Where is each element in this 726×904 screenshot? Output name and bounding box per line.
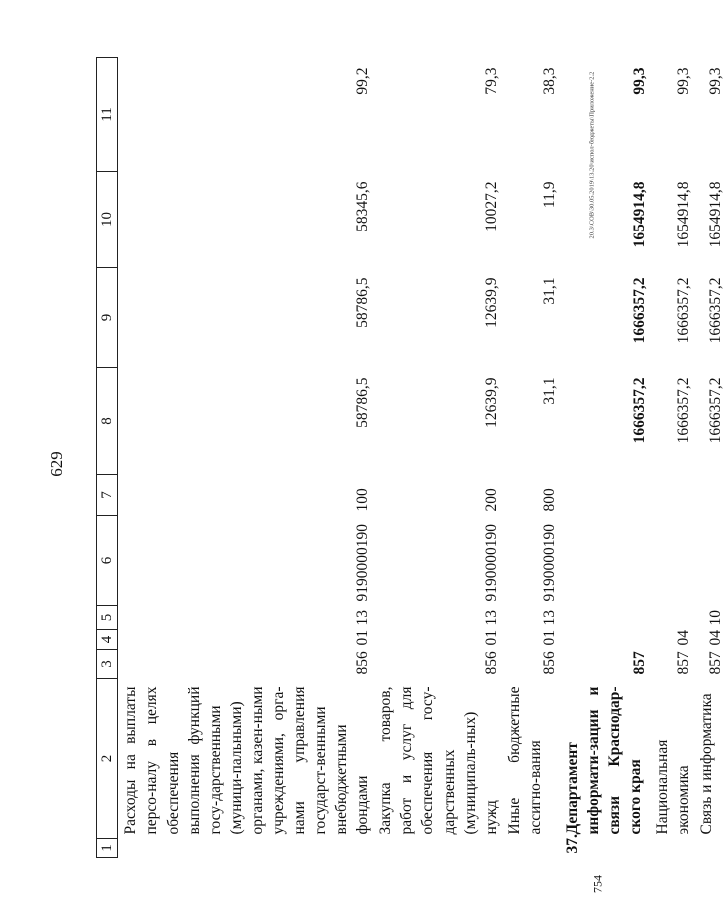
planned-amount: 1666357,2 [630, 277, 648, 344]
planned-amount: 1666357,2 [674, 277, 692, 344]
execution-percent: 38,3 [540, 67, 558, 95]
header-col-2: 2 [97, 679, 118, 839]
header-col-1: 1 [97, 839, 118, 858]
approved-amount: 1666357,2 [674, 377, 692, 444]
executed-amount: 1654914,8 [706, 181, 724, 248]
target-article-code: 9190000190 [482, 524, 500, 602]
expense-type-code [694, 475, 726, 516]
table-row [560, 58, 650, 858]
subsection-code: 13 [540, 610, 558, 626]
row-description: Связь и информатика [697, 693, 715, 835]
approved-amount: 12639,9 [482, 377, 500, 428]
section-code: 01 [482, 630, 500, 646]
budget-table [96, 57, 726, 858]
ministry-code: 856 [540, 651, 558, 675]
table-row [373, 58, 501, 858]
expense-type-code: 100 [354, 488, 372, 512]
execution-percent: 99,2 [354, 67, 372, 95]
row-index [694, 839, 726, 858]
header-col-7: 7 [97, 475, 118, 516]
execution-percent: 79,3 [482, 67, 500, 95]
target-article-code: 9190000190 [354, 524, 372, 602]
subsection-code: 13 [354, 610, 372, 626]
executed-amount: 1654914,8 [630, 181, 648, 248]
row-index: 37. [563, 834, 581, 854]
page-number: 629 [47, 451, 66, 477]
execution-percent: 99,3 [706, 67, 724, 95]
row-index [502, 839, 560, 858]
subsection-code: 13 [482, 610, 500, 626]
header-col-8: 8 [97, 368, 118, 475]
section-code: 04 [706, 630, 724, 646]
table-row [650, 58, 694, 858]
footer-path: 20.3\СОВ\30.05.2019\13.20\испол-бюджеты\Приложение-2.2 [588, 71, 596, 239]
section-code: 01 [354, 630, 372, 646]
header-col-6: 6 [97, 516, 118, 606]
row-description: Закупка товаров, работ и услуг для обеспечения госу-дарственных (муниципаль-ных) нужд [377, 686, 500, 835]
target-article-code [560, 516, 650, 606]
row-description: Национальная экономика [653, 739, 692, 835]
planned-amount: 31,1 [540, 277, 558, 305]
header-col-4: 4 [97, 630, 118, 650]
approved-amount: 1666357,2 [706, 377, 724, 444]
header-col-11: 11 [97, 58, 118, 172]
corner-page-number: 754 [590, 875, 605, 893]
header-col-9: 9 [97, 268, 118, 368]
row-index [650, 839, 694, 858]
expense-type-code [650, 475, 694, 516]
executed-amount: 10027,2 [482, 181, 500, 232]
subsection-code [560, 606, 650, 630]
ministry-code: 857 [706, 651, 724, 675]
target-article-code [694, 516, 726, 606]
row-description: Расходы на выплаты персо-налу в целях обеспечения выполнения функций госу-дарственными (муници-пальными) органами, казен-ными учреждениями, орга-нами управления государст-венными внебюджетными фондами [122, 686, 372, 835]
header-row [97, 58, 118, 858]
expense-type-code: 200 [482, 488, 500, 512]
row-description: Департамент информати-зации и связи Краснодар-ского края [563, 686, 645, 835]
ministry-code: 856 [354, 651, 372, 675]
executed-amount: 1654914,8 [674, 181, 692, 248]
header-col-3: 3 [97, 650, 118, 679]
subsection-code: 10 [706, 610, 724, 626]
row-index [373, 839, 501, 858]
expense-type-code: 800 [540, 488, 558, 512]
section-code [560, 630, 650, 650]
table-row [502, 58, 560, 858]
target-article-code [650, 516, 694, 606]
planned-amount: 58786,5 [354, 277, 372, 328]
expense-type-code [560, 475, 650, 516]
table-row [118, 58, 373, 858]
subsection-code [650, 606, 694, 630]
approved-amount: 1666357,2 [630, 377, 648, 444]
header-col-5: 5 [97, 606, 118, 630]
execution-percent: 99,3 [674, 67, 692, 95]
header-col-10: 10 [97, 172, 118, 268]
planned-amount: 12639,9 [482, 277, 500, 328]
executed-amount: 11,9 [540, 181, 558, 209]
approved-amount: 31,1 [540, 377, 558, 405]
section-code: 04 [674, 630, 692, 646]
approved-amount: 58786,5 [354, 377, 372, 428]
planned-amount: 1666357,2 [706, 277, 724, 344]
ministry-code: 857 [630, 651, 648, 675]
ministry-code: 857 [674, 651, 692, 675]
row-description: Иные бюджетные ассигно-вания [505, 686, 544, 835]
ministry-code: 856 [482, 651, 500, 675]
target-article-code: 9190000190 [540, 524, 558, 602]
row-index [118, 839, 373, 858]
table-row [694, 58, 726, 858]
section-code: 01 [540, 630, 558, 646]
executed-amount: 58345,6 [354, 181, 372, 232]
execution-percent: 99,3 [630, 67, 648, 95]
